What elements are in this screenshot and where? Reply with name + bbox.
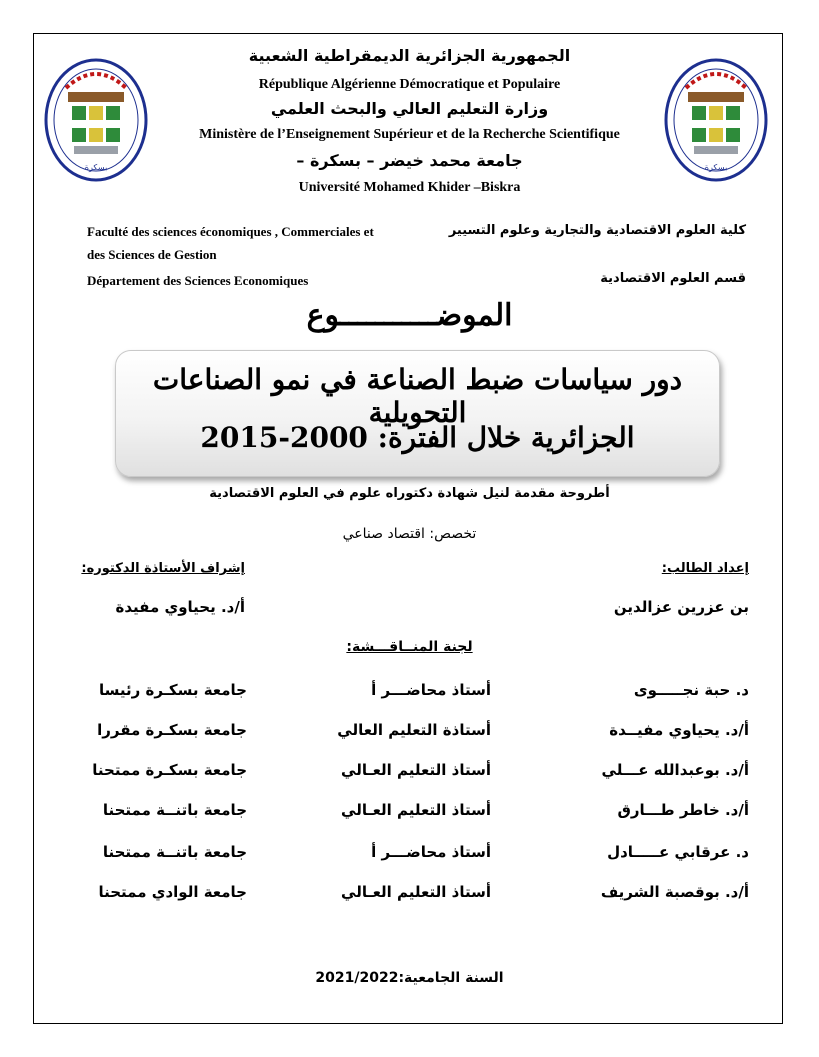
- thesis-title-line2: الجزائرية خلال الفترة: 2000-2015: [200, 421, 635, 454]
- committee-label: لجنة المنــاقـــشة:: [346, 639, 473, 655]
- thesis-purpose: أطروحة مقدمة لنيل شهادة دكتوراه علوم في العلوم الاقتصادية: [209, 486, 610, 501]
- committee-member-role: جامعة باتنــة ممتحنا: [102, 801, 247, 819]
- committee-member-rank: أستاذ محاضـــر أ: [371, 681, 491, 699]
- supervisor-label: إشراف الأستاذة الدكتوره:: [81, 561, 245, 576]
- committee-member-name: أ/د. بوقصبة الشريف: [600, 883, 749, 901]
- faculty-fr-line2: des Sciences de Gestion: [87, 247, 217, 262]
- committee-member-rank: أستاذ التعليم العـالي: [341, 801, 491, 819]
- department-fr: Département des Sciences Economiques: [87, 273, 309, 288]
- committee-member-rank: أستاذ التعليم العـالي: [341, 883, 491, 901]
- committee-member-name: أ/د. بوعبدالله عـــلي: [601, 761, 749, 779]
- university-fr: Université Mohamed Khider –Biskra: [298, 180, 521, 195]
- committee-member-name: أ/د. خاطر طـــارق: [617, 801, 749, 819]
- republic-ar: الجمهورية الجزائرية الديمقراطية الشعبية: [248, 46, 571, 65]
- committee-member-rank: أستاذة التعليم العالي: [337, 721, 491, 739]
- committee-member-role: جامعة بسكـرة رئيسا: [99, 681, 247, 699]
- committee-member-role: جامعة بسكـرة ممتحنا: [92, 761, 247, 779]
- logo-left-text-bottom: بسكرة: [84, 163, 108, 172]
- subject-label: الموضـــــــــــوع: [306, 298, 513, 333]
- thesis-title-line1: دور سياسات ضبط الصناعة في نمو الصناعات التحويلية: [152, 363, 683, 429]
- student-name: بن عزرين عزالدين: [613, 598, 749, 616]
- ministry-ar: وزارة التعليم العالي والبحث العلمي: [270, 99, 549, 118]
- academic-year: السنة الجامعية:2021/2022: [315, 970, 504, 986]
- supervisor-name: أ/د. يحياوي مفيدة: [115, 598, 245, 616]
- republic-fr: République Algérienne Démocratique et Populaire: [258, 77, 561, 92]
- committee-member-name: د. حبة نجـــــوى: [633, 681, 749, 699]
- university-ar: جامعة محمد خيضر – بسكرة –: [296, 151, 523, 170]
- committee-member-role: جامعة باتنــة ممتحنا: [102, 843, 247, 861]
- committee-member-role: جامعة بسكـرة مقررا: [97, 721, 247, 739]
- committee-member-rank: أستاذ محاضـــر أ: [371, 843, 491, 861]
- faculty-fr-line1: Faculté des sciences économiques , Commerciales et: [87, 224, 374, 239]
- committee-member-name: د. عرقابي عـــــادل: [607, 843, 749, 861]
- prepared-by-label: إعداد الطالب:: [661, 561, 749, 576]
- committee-member-rank: أستاذ التعليم العـالي: [341, 761, 491, 779]
- logo-right-text-bottom: بسكرة: [704, 163, 728, 172]
- department-ar: قسم العلوم الاقتصادية: [600, 271, 746, 286]
- thesis-title-box: [115, 350, 720, 477]
- specialty: تخصص: اقتصاد صناعي: [342, 526, 477, 542]
- committee-member-name: أ/د. يحياوي مفيــدة: [609, 721, 749, 739]
- committee-member-role: جامعة الوادي ممتحنا: [98, 883, 247, 901]
- ministry-fr: Ministère de l’Enseignement Supérieur et de la Recherche Scientifique: [199, 127, 620, 142]
- faculty-ar: كلية العلوم الاقتصادية والتجارية وعلوم التسيير: [448, 223, 746, 238]
